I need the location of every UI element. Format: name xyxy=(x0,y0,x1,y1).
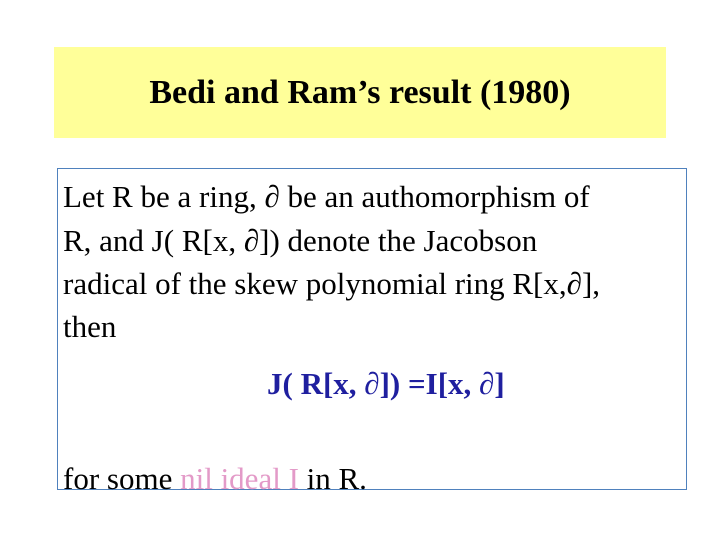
body-line-5 xyxy=(63,463,367,494)
body-line-1: Let R be a ring, ∂ be an authomorphism of xyxy=(63,179,590,214)
title-banner xyxy=(54,47,666,138)
jacobson-formula: J( R[x, ∂]) =I[x, ∂] xyxy=(267,366,505,401)
line5-prefix: for some xyxy=(63,461,181,496)
nil-ideal-highlight: nil ideal I xyxy=(180,461,299,496)
result-box xyxy=(57,168,687,496)
line5-suffix: in R. xyxy=(298,461,367,496)
body-line-2: R, and J( R[x, ∂]) denote the Jacobson xyxy=(63,223,538,258)
body-line-4: then xyxy=(63,309,117,344)
body-line-3: radical of the skew polynomial ring R[x,∂], xyxy=(63,266,601,301)
slide-title: Bedi and Ram’s result (1980) xyxy=(149,73,571,111)
